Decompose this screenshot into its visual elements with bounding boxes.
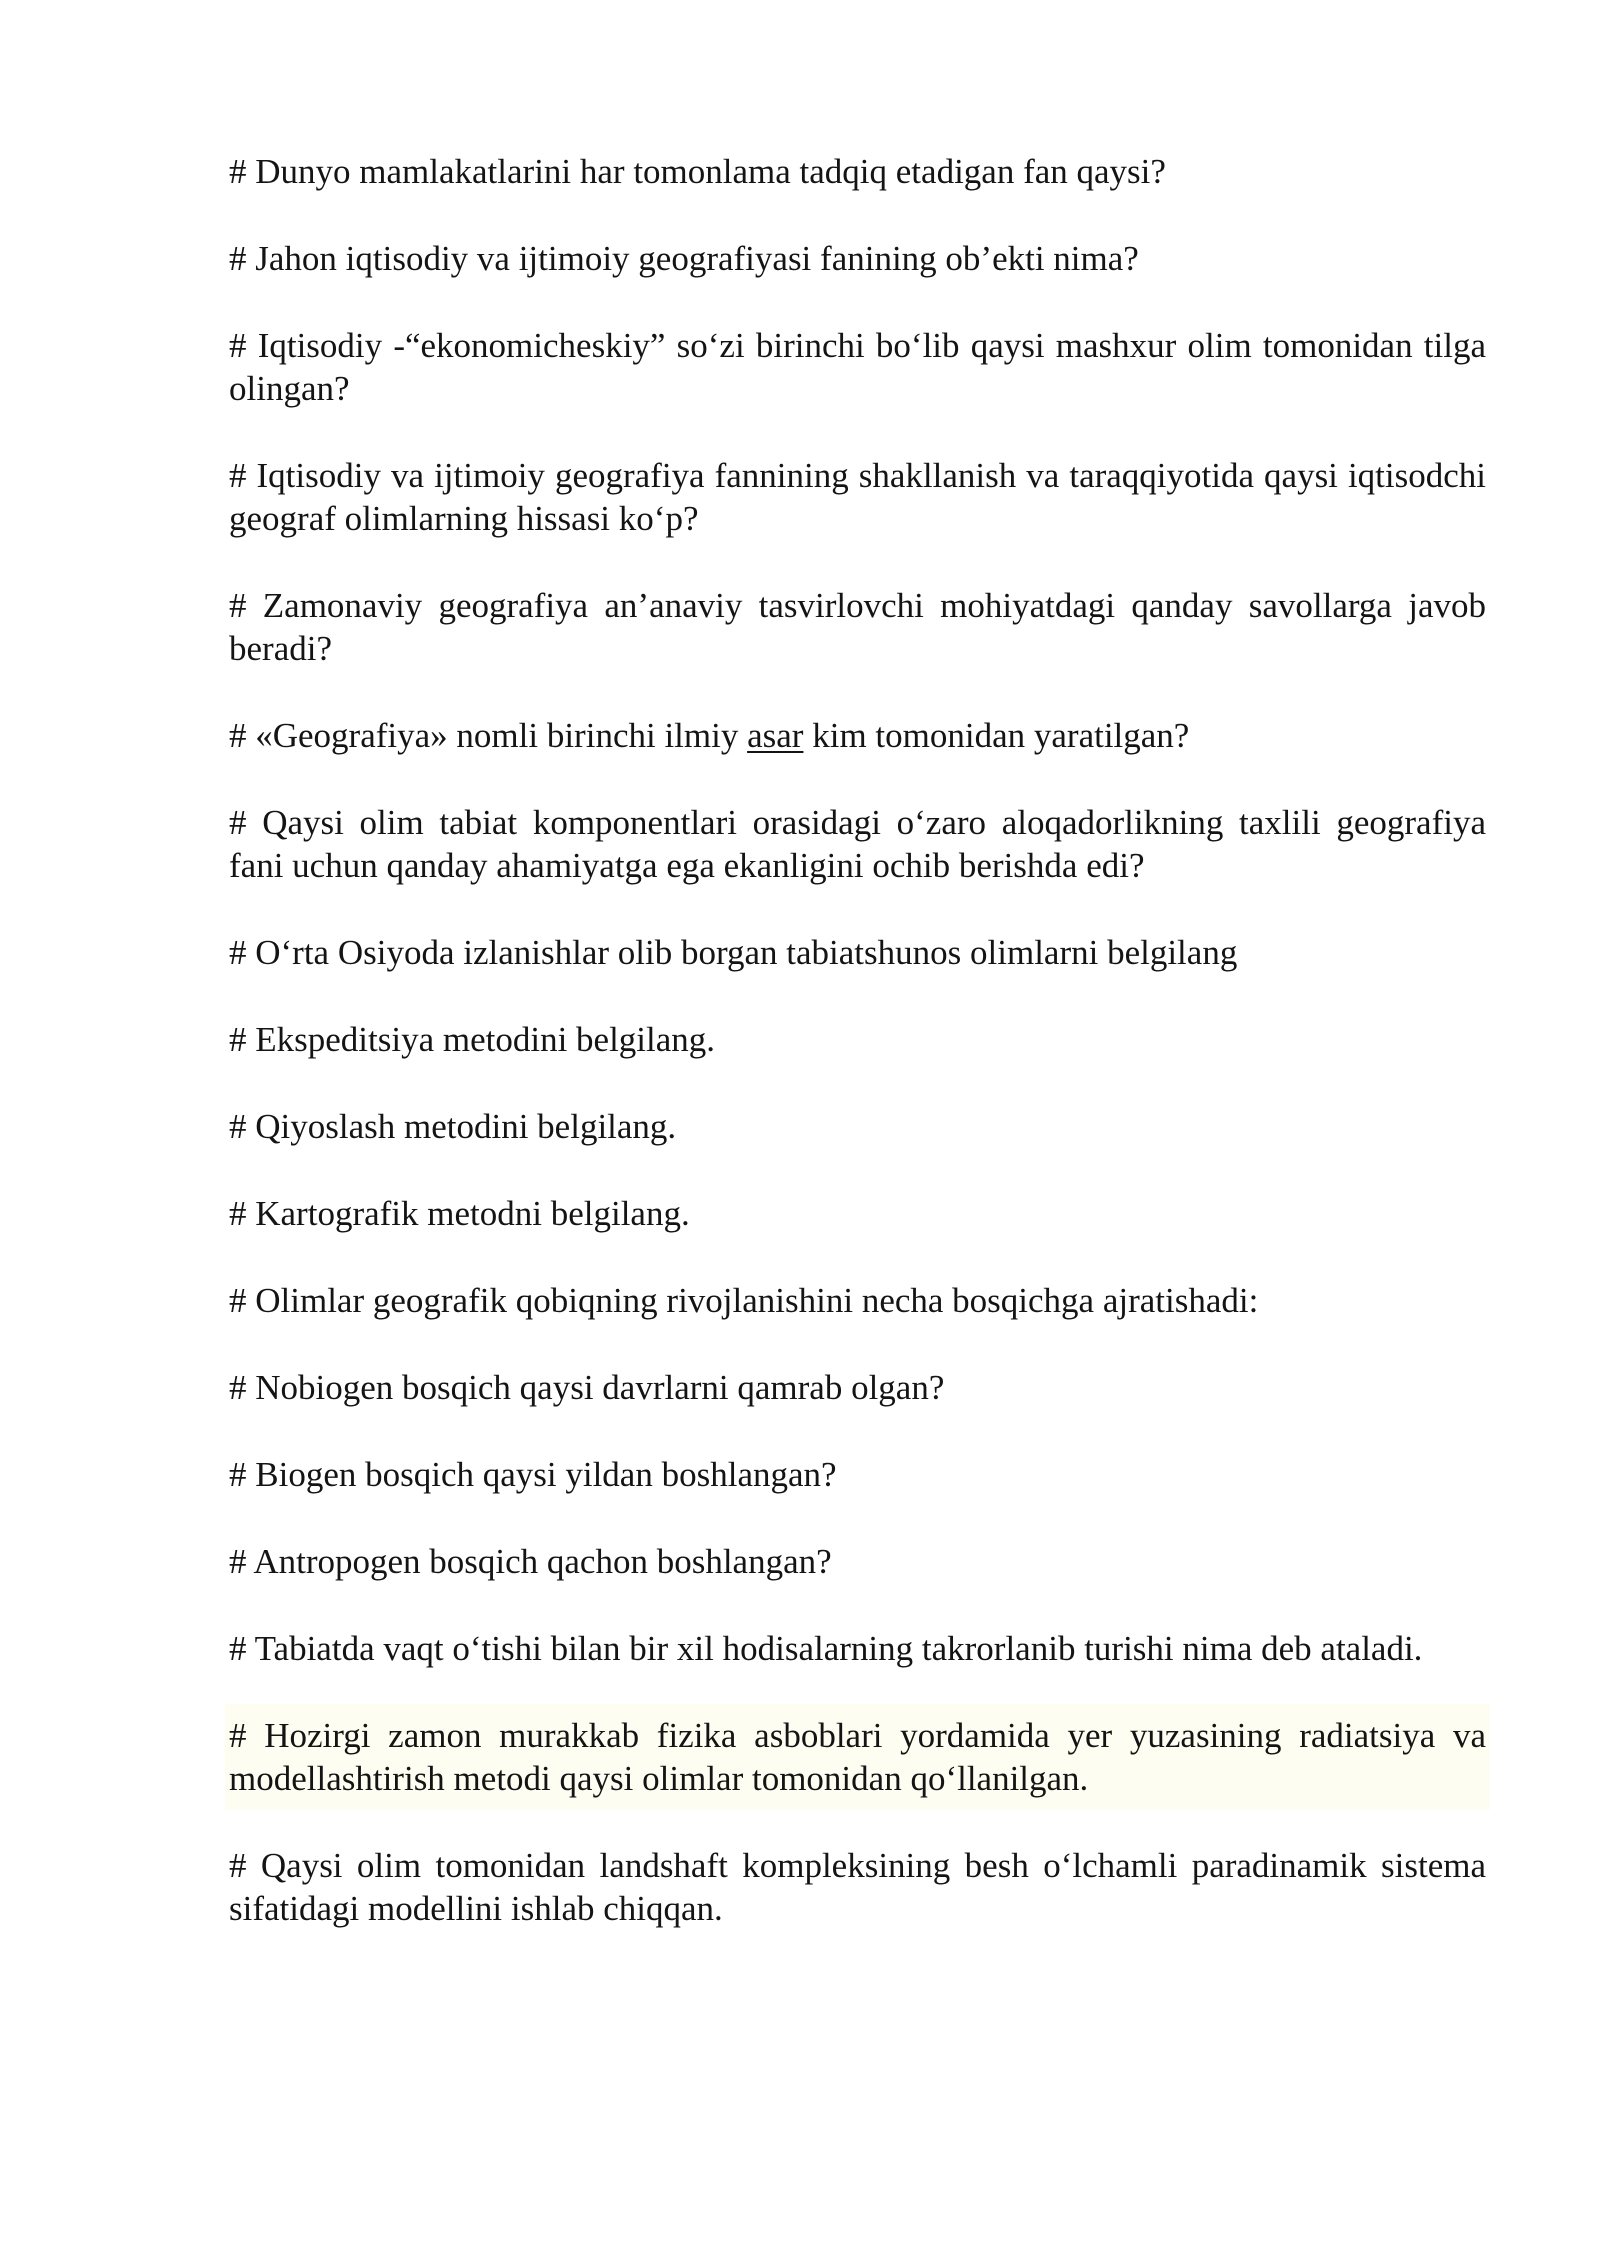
question-5: # Zamonaviy geografiya an’anaviy tasvirlovchi mohiyatdagi qanday savollarga javob beradi?	[229, 586, 1486, 668]
question-list	[229, 150, 1486, 1974]
question-15: # Antropogen bosqich qachon boshlangan?	[229, 1542, 832, 1581]
question-13: # Nobiogen bosqich qaysi davrlarni qamrab olgan?	[229, 1368, 945, 1407]
question-6-text-before: # «Geografiya» nomli birinchi ilmiy	[229, 716, 748, 755]
question-10: # Qiyoslash metodini belgilang.	[229, 1107, 677, 1146]
question-6-underlined-word: asar	[747, 716, 804, 755]
question-1: # Dunyo mamlakatlarini har tomonlama tadqiq etadigan fan qaysi?	[229, 152, 1166, 191]
question-18: # Qaysi olim tomonidan landshaft kompleksining besh o‘lchamli paradinamik sistema sifatidagi modellini ishlab chiqqan.	[229, 1846, 1486, 1928]
question-6-text-after: kim tomonidan yaratilgan?	[803, 716, 1190, 755]
question-11: # Kartografik metodni belgilang.	[229, 1194, 690, 1233]
question-12: # Olimlar geografik qobiqning rivojlanishini necha bosqichga ajratishadi:	[229, 1281, 1259, 1320]
question-14: # Biogen bosqich qaysi yildan boshlangan?	[229, 1455, 837, 1494]
question-2: # Jahon iqtisodiy va ijtimoiy geografiyasi fanining ob’ekti nima?	[229, 239, 1139, 278]
question-7: # Qaysi olim tabiat komponentlari orasidagi o‘zaro aloqadorlikning taxlili geografiya fani uchun qanday ahamiyatga ega ekanligini ochib berishda edi?	[229, 803, 1486, 885]
question-16: # Tabiatda vaqt o‘tishi bilan bir xil hodisalarning takrorlanib turishi nima deb ataladi.	[229, 1629, 1423, 1668]
question-4: # Iqtisodiy va ijtimoiy geografiya fannining shakllanish va taraqqiyotida qaysi iqtisodchi geograf olimlarning hissasi ko‘p?	[229, 456, 1486, 538]
question-3: # Iqtisodiy -“ekonomicheskiy” so‘zi birinchi bo‘lib qaysi mashxur olim tomonidan tilga olingan?	[229, 326, 1486, 408]
question-9: # Ekspeditsiya metodini belgilang.	[229, 1020, 716, 1059]
question-17: # Hozirgi zamon murakkab fizika asboblari yordamida yer yuzasining radiatsiya va modellashtirish metodi qaysi olimlar tomonidan qo‘llanilgan.	[225, 1704, 1490, 1810]
question-6	[229, 714, 1486, 757]
question-8: # O‘rta Osiyoda izlanishlar olib borgan tabiatshunos olimlarni belgilang	[229, 933, 1238, 972]
